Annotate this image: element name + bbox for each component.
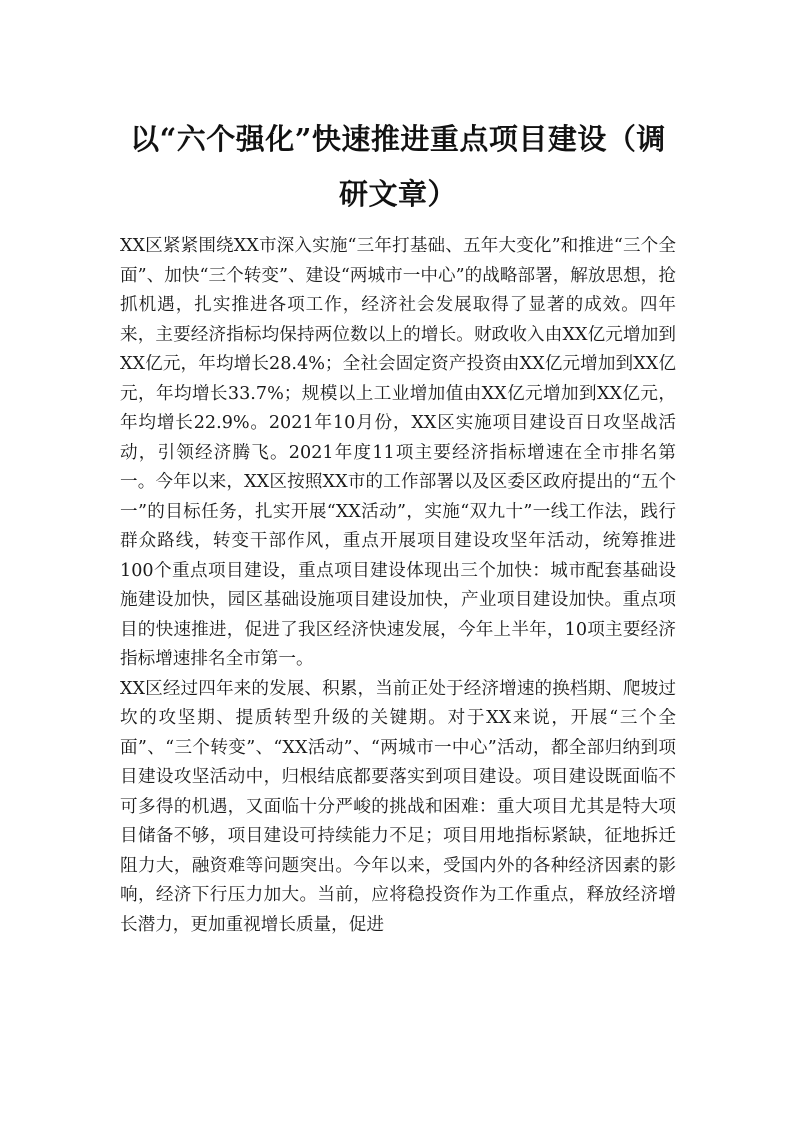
paragraph-intro: XX区紧紧围绕XX市深入实施“三年打基础、五年大变化”和推进“三个全面”、加快“三个转变”、建设“两城市一中心”的战略部署，解放思想，抢抓机遇，扎实推进各项工作，经济社会发展取得了显著的成效。四年来，主要经济指标均保持两位数以上的增长。财政收入由XX亿元增加到XX亿元，年均增长28.4%；全社会固定资产投资由XX亿元增加到XX亿元，年均增长33.7%；规模以上工业增加值由XX亿元增加到XX亿元，年均增长22.9%。2021年10月份，XX区实施项目建设百日攻坚战活动，引领经济腾飞。2021年度11项主要经济指标增速在全市排名第一。今年以来，XX区按照XX市的工作部署以及区委区政府提出的“五个一”的目标任务，扎实开展“XX活动”，实施“双九十”一线工作法，践行群众路线，转变干部作风，重点开展项目建设攻坚年活动，统筹推进100个重点项目建设，重点项目建设体现出三个加快：城市配套基础设施建设加快，园区基础设施项目建设加快，产业项目建设加快。重点项目的快速推进，促进了我区经济快速发展，今年上半年，10项主要经济指标增速排名全市第一。 <box>120 236 676 669</box>
paragraph-challenges: XX区经过四年来的发展、积累，当前正处于经济增速的换档期、爬坡过坎的攻坚期、提质转型升级的关键期。对于XX来说，开展“三个全面”、“三个转变”、“XX活动”、“两城市一中心”活动，都全部归纳到项目建设攻坚活动中，归根结底都要落实到项目建设。项目建设既面临不可多得的机遇，又面临十分严峻的挑战和困难：重大项目尤其是特大项目储备不够，项目建设可持续能力不足；项目用地指标紧缺，征地拆迁阻力大，融资难等问题突出。今年以来，受国内外的各种经济因素的影响，经济下行压力加大。当前，应将稳投资作为工作重点，释放经济增长潜力，更加重视增长质量，促进 <box>120 678 676 935</box>
document-body <box>120 232 676 940</box>
document-title: 以“六个强化”快速推进重点项目建设（调研文章） <box>130 122 666 211</box>
